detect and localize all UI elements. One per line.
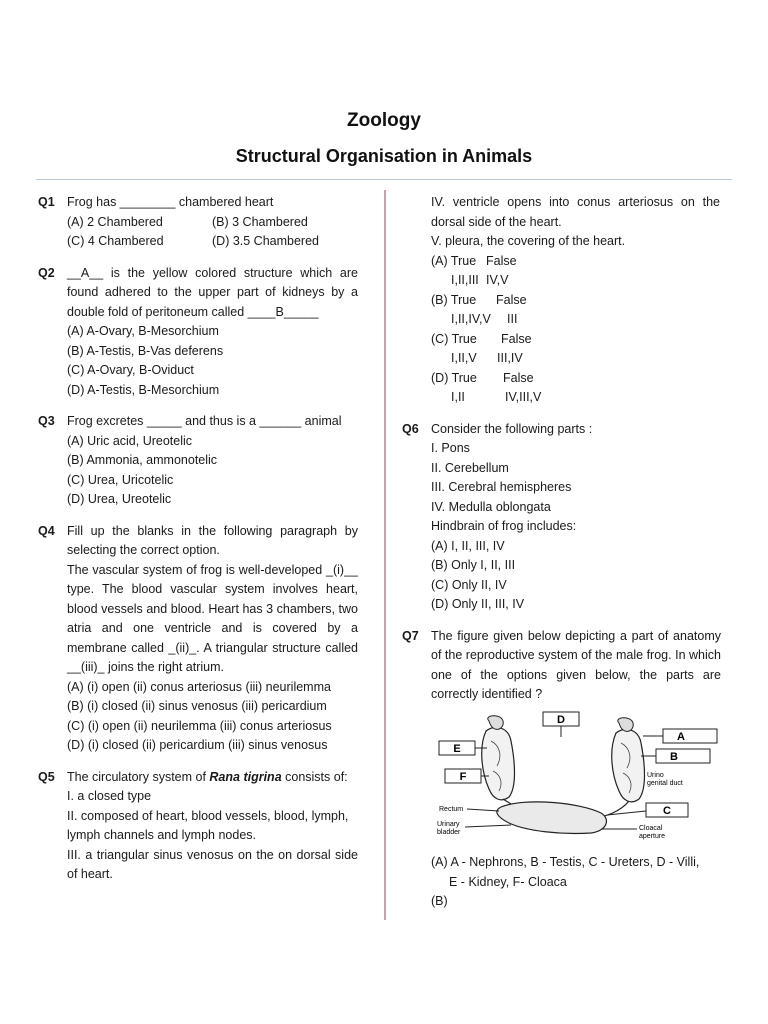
true-set: I,II,V: [451, 351, 477, 365]
question-number: Q4: [38, 523, 55, 538]
statement-2: II. composed of heart, blood vessels, blood, lymph, lymph channels and lymph nodes.: [67, 808, 349, 842]
option-a[interactable]: (A) A-Ovary, B-Mesorchium: [67, 324, 219, 338]
question-5-continued: [402, 193, 720, 408]
option-a[interactable]: [431, 252, 720, 291]
question-stem: [67, 768, 358, 788]
option-b[interactable]: [431, 291, 720, 330]
true-set: I,II,III: [451, 273, 479, 287]
option-c[interactable]: (C) A-Ovary, B-Oviduct: [67, 363, 194, 377]
option-c[interactable]: (C) Urea, Uricotelic: [67, 472, 174, 487]
option-a[interactable]: [431, 853, 721, 892]
question-stem: Frog has ________ chambered heart: [67, 195, 274, 209]
question-number: Q3: [38, 414, 55, 428]
question-number: Q2: [38, 265, 55, 280]
option-b[interactable]: (B) A-Testis, B-Vas deferens: [67, 343, 224, 358]
right-column: [402, 193, 720, 924]
false-label: False: [503, 370, 534, 385]
question-stem: Consider the following parts :: [431, 421, 593, 436]
stem-post: consists of:: [281, 769, 348, 784]
false-set: IV,V: [486, 273, 509, 287]
statement-3: III. a triangular sinus venosus on the on dorsal side of heart.: [67, 847, 358, 881]
option-a[interactable]: (A) 2 Chambered: [67, 214, 163, 229]
option-label: (D) True: [431, 370, 477, 385]
label-bladder: bladder: [437, 828, 461, 836]
option-b[interactable]: (B) Only I, II, III: [431, 558, 516, 572]
question-number: Q7: [402, 628, 419, 643]
question-4: [38, 522, 358, 756]
chapter-title: Structural Organisation in Animals: [235, 146, 533, 166]
subject-title: Zoology: [347, 110, 421, 131]
true-set: I,II: [451, 390, 465, 404]
label-d: D: [557, 713, 565, 726]
option-b[interactable]: (B) Ammonia, ammonotelic: [67, 453, 218, 467]
option-d[interactable]: (D) 3.5 Chambered: [212, 234, 319, 248]
statement-5: V. pleura, the covering of the heart.: [431, 234, 626, 248]
label-aperture: aperture: [639, 832, 666, 840]
question-number: Q5: [38, 769, 55, 784]
option-c[interactable]: (C) (i) open (ii) neurilemma (iii) conus arteriosus: [67, 718, 332, 733]
column-divider: [384, 190, 386, 920]
option-a[interactable]: (A) (i) open (ii) conus arteriosus (iii) neurilemma: [67, 679, 331, 694]
question-ask: Hindbrain of frog includes:: [431, 519, 577, 533]
false-set: III: [507, 312, 518, 326]
option-d[interactable]: (D) A-Testis, B-Mesorchium: [67, 382, 220, 397]
label-genital-duct: genital duct: [647, 779, 683, 787]
option-b[interactable]: (B) (i) closed (ii) sinus venosus (iii) pericardium: [67, 699, 327, 713]
option-a[interactable]: (A) Uric acid, Ureotelic: [67, 433, 193, 448]
option-label: (A) True: [431, 253, 477, 268]
false-set: IV,III,V: [505, 390, 542, 404]
option-d[interactable]: [431, 369, 720, 408]
frog-reproductive-figure: [431, 711, 721, 841]
part-2: II. Cerebellum: [431, 460, 509, 475]
part-3: III. Cerebral hemispheres: [431, 480, 572, 494]
option-d[interactable]: (D) (i) closed (ii) pericardium (iii) sinus venosus: [67, 738, 328, 752]
question-number: Q6: [402, 421, 419, 436]
part-4: IV. Medulla oblongata: [431, 499, 551, 514]
label-a: A: [677, 730, 685, 743]
option-c[interactable]: (C) Only II, IV: [431, 577, 507, 592]
label-e: E: [453, 742, 461, 755]
option-d[interactable]: (D) Urea, Ureotelic: [67, 492, 172, 506]
part-1: I. Pons: [431, 441, 470, 455]
option-b[interactable]: (B) 3 Chambered: [212, 214, 308, 229]
stem-pre: The circulatory system of: [67, 769, 210, 784]
option-a-line-2: E - Kidney, F- Cloaca: [449, 874, 567, 889]
option-b[interactable]: (B): [431, 894, 448, 908]
species-name: Rana tigrina: [209, 769, 282, 784]
label-c: C: [663, 804, 671, 817]
option-a[interactable]: (A) I, II, III, IV: [431, 538, 505, 553]
question-stem: __A__ is the yellow colored structure which are found adhered to the upper part of kidneys by a double fold of peritoneum called ____B_____: [67, 265, 358, 319]
question-paragraph: The vascular system of frog is well-developed _(i)__ type. The blood vascular system involves heart, blood vessels and blood. Heart has 3 chambers, two atria and one ventricle and is covered by a membrane called _(ii)_. A triangular structure called __(iii)_ joins the right atrium.: [67, 562, 358, 674]
label-urinary: Urinary: [437, 820, 460, 828]
option-a-line-1: (A) A - Nephrons, B - Testis, C - Ureters, D - Villi,: [431, 855, 700, 869]
label-rectum: Rectum: [439, 805, 464, 813]
question-2: [38, 264, 358, 401]
option-label: (B) True: [431, 292, 477, 307]
option-d[interactable]: (D) Only II, III, IV: [431, 597, 525, 611]
true-set: I,II,IV,V: [451, 312, 491, 326]
option-c[interactable]: (C) 4 Chambered: [67, 234, 164, 248]
question-5: [38, 768, 358, 885]
label-urino: Urino: [647, 771, 664, 779]
question-stem: Fill up the blanks in the following paragraph by selecting the correct option.: [67, 523, 358, 557]
label-b: B: [670, 750, 678, 763]
false-label: False: [486, 253, 517, 268]
option-label: (C) True: [431, 331, 477, 346]
statement-4: IV. ventricle opens into conus arteriosus on the dorsal side of the heart.: [431, 195, 720, 229]
false-label: False: [496, 292, 527, 307]
question-1: [38, 193, 358, 252]
question-6: [402, 420, 720, 615]
statement-1: I. a closed type: [67, 789, 152, 803]
question-stem: Frog excretes _____ and thus is a ______ animal: [67, 414, 342, 428]
header-divider: [36, 179, 732, 180]
false-set: III,IV: [497, 351, 523, 365]
question-7: [402, 627, 720, 912]
label-cloacal: Cloacal: [639, 824, 663, 832]
false-label: False: [501, 331, 532, 346]
question-number: Q1: [38, 195, 55, 209]
label-f: F: [459, 770, 467, 783]
question-3: [38, 412, 358, 510]
option-c[interactable]: [431, 330, 720, 369]
question-stem: The figure given below depicting a part of anatomy of the reproductive system of the male frog. In which one of the options given below, the parts are correctly identified ?: [431, 628, 721, 701]
left-column: [38, 193, 358, 897]
